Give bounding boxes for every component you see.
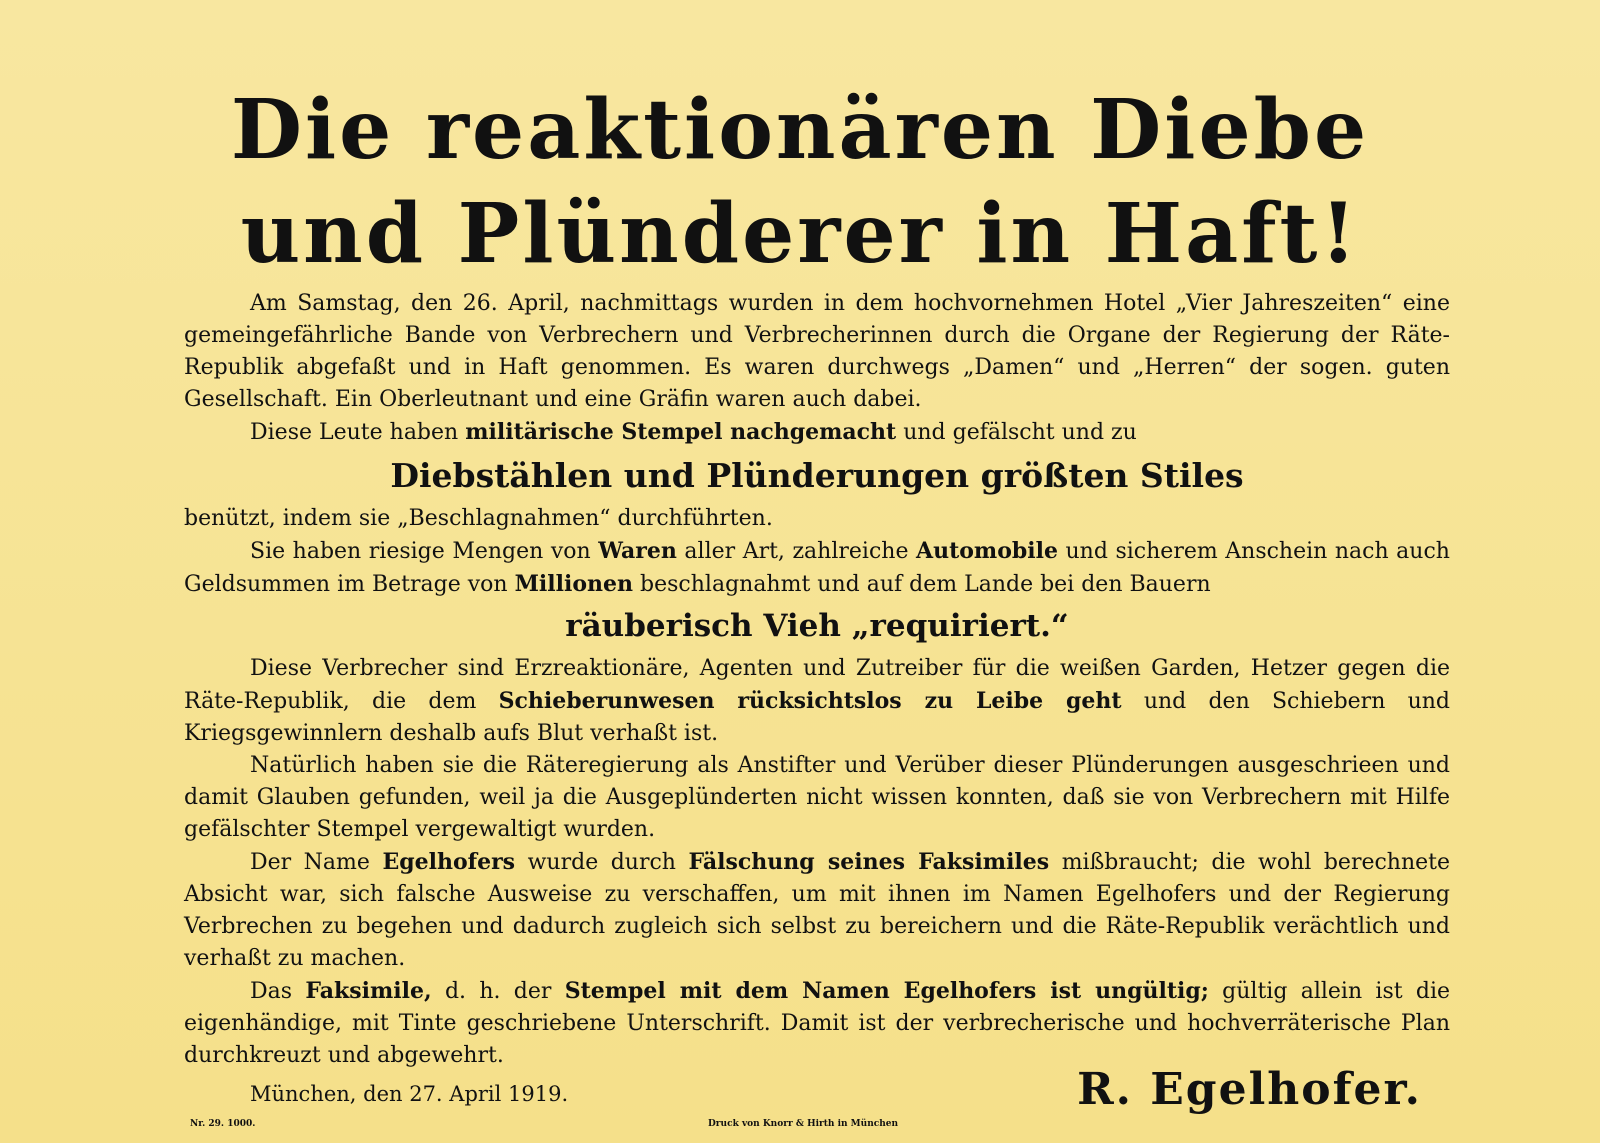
paragraph-8-emphasis-faksimile: Faksimile, [305, 978, 432, 1004]
printer-credit: Druck von Knorr & Hirth in München [708, 1119, 899, 1129]
paragraph-4-emphasis-automobile: Automobile [916, 538, 1058, 564]
paragraph-8-text-c: d. h. der [444, 979, 552, 1004]
paragraph-4-emphasis-millionen: Millionen [514, 571, 634, 597]
paragraph-5-text-c: und den Schiebern und Kriegsgewinnlern deshalb aufs Blut verhaßt ist. [184, 689, 1451, 746]
paragraph-7-emphasis-name: Egelhofers [382, 849, 516, 875]
poster-body [184, 288, 1450, 1072]
paragraph-6: Natürlich haben sie die Räteregierung als Anstifter und Verüber dieser Plünderungen ausgeschrieen und damit Glauben gefunden, weil ja die Ausgeplünderten nicht wissen konnten, daß sie von Verbrechern mit Hilfe gefälschter Stempel vergewaltigt wurden. [184, 753, 1450, 842]
paragraph-7-text-e: mißbraucht; die wohl berechnete Absicht war, sich falsche Ausweise zu verschaffen, um mit ihnen im Namen Egelhofers und der Regierung Verbrechen zu begehen und dadurch zugleich sich selbst zu bereichern und die Räte-Republik verächtlich und verhaßt zu machen. [184, 850, 1451, 971]
paragraph-4-text-a: Sie haben riesige Mengen von [250, 539, 591, 564]
poster-title [0, 78, 1600, 286]
footer-date: München, den 27. April 1919. [250, 1082, 569, 1106]
headline-thefts: Diebstählen und Plünderungen größten Stiles [390, 456, 1244, 495]
paragraph-5 [184, 653, 1450, 750]
paragraph-2 [184, 416, 1450, 449]
paragraph-2-text-c: und gefälscht und zu [903, 420, 1137, 445]
paragraph-4-text-g: beschlagnahmt und auf dem Lande bei den Bauern [640, 572, 1211, 597]
paragraph-4 [184, 535, 1450, 601]
print-number: Nr. 29. 1000. [190, 1119, 256, 1129]
paragraph-1: Am Samstag, den 26. April, nachmittags wurden in dem hochvornehmen Hotel „Vier Jahreszeiten“ eine gemeingefährliche Bande von Verbrechern und Verbrecherinnen durch die Organe der Regierung der Räte-Republik abgefaßt und in Haft genommen. Es waren durchwegs „Damen“ und „Herren“ der sogen. guten Gesellschaft. Ein Oberleutnant und eine Gräfin waren auch dabei. [184, 291, 1450, 412]
paragraph-8-text-a: Das [250, 979, 293, 1004]
paragraph-2-emphasis: militärische Stempel nachgemacht [465, 419, 897, 445]
title-line-1: Die reaktionären Diebe [230, 82, 1370, 178]
title-line-2: und Plünderer in Haft! [240, 186, 1360, 282]
paragraph-7-text-a: Der Name [250, 850, 370, 875]
paragraph-4-text-e: und sicherem Anschein nach auch Geldsummen im Betrage von [184, 539, 1450, 597]
paragraph-2-text-a: Diese Leute haben [250, 420, 459, 445]
paragraph-5-emphasis: Schieberunwesen rücksichtslos zu Leibe geht [498, 688, 1122, 714]
paragraph-8-emphasis-stamp: Stempel mit dem Namen Egelhofers ist ungültig; [564, 978, 1209, 1004]
headline-cattle: räuberisch Vieh „requiriert.“ [565, 608, 1069, 644]
paragraph-3: benützt, indem sie „Beschlagnahmen“ durchführten. [184, 506, 773, 531]
signature: R. Egelhofer. [1077, 1064, 1422, 1115]
paragraph-5-text-a: Diese Verbrecher sind Erzreaktionäre, Agenten und Zutreiber für die weißen Garden, Hetzer gegen die Räte-Republik, die dem [184, 656, 1450, 714]
paragraph-7-emphasis-forgery: Fälschung seines Faksimiles [688, 849, 1050, 875]
paragraph-8 [184, 975, 1450, 1072]
paragraph-4-emphasis-waren: Waren [598, 538, 677, 564]
paragraph-8-text-e: gültig allein ist die eigenhändige, mit Tinte geschriebene Unterschrift. Damit ist der verbrecherische und hochverräterische Plan durchkreuzt und abgewehrt. [184, 979, 1451, 1068]
paragraph-4-text-c: aller Art, zahlreiche [684, 539, 909, 564]
paragraph-7 [184, 846, 1450, 975]
paragraph-7-text-c: wurde durch [527, 850, 676, 875]
